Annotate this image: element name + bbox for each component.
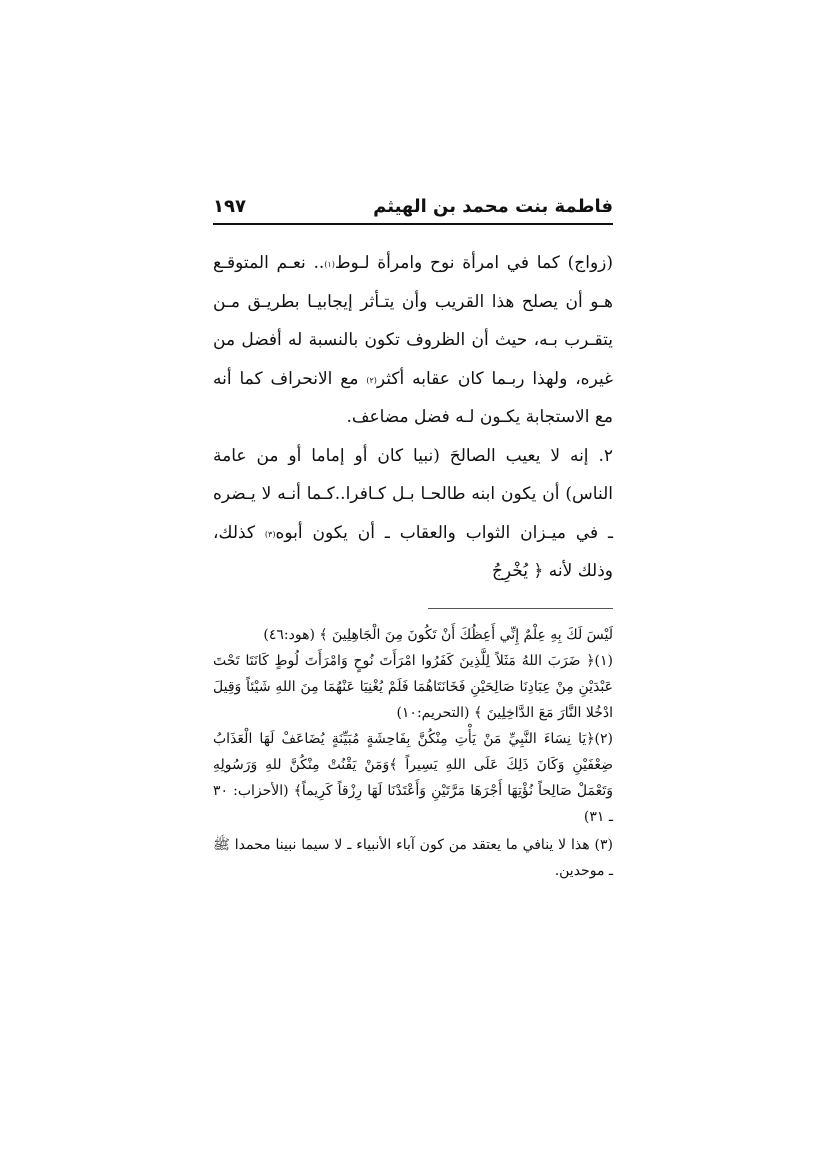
footnotes bbox=[213, 622, 613, 884]
footnote-separator bbox=[428, 608, 613, 609]
text-run: (زواج) كما في امرأة نوح وامرأة لـوط bbox=[334, 253, 613, 273]
paragraph bbox=[213, 244, 613, 437]
footnote-2: (٢)﴿يَا نِسَاءَ النَّبِيِّ مَنْ يَأْتِ مِنْكُنَّ بِفَاحِشَةٍ مُبَيِّنَةٍ يُضَاعَفْ لَهَا الْعَذَابُ ضِعْفَيْنِ وَكَانَ ذَلِكَ عَلَى اللهِ يَسِيراً ﴾وَمَنْ يَقْنُتْ مِنْكُنَّ للهِ وَرَسُولِهِ وَتَعْمَلْ صَالِحاً نُؤْتِهَا أَجْرَهَا مَرَّتَيْنِ وَأَعْتَدْنَا لَهَا رِزْقاً كَرِيماً﴾ (الأحزاب: ٣٠ ـ ٣١) bbox=[213, 731, 613, 825]
footnote-1: (١)﴿ ضَرَبَ اللهُ مَثَلاً لِلَّذِينَ كَفَرُوا امْرَأَتَ نُوحٍ وَامْرَأَتَ لُوطٍ كَانَتَا تَحْتَ عَبْدَيْنِ مِنْ عِبَادِنَا صَالِحَيْنِ فَخَانَتَاهُمَا فَلَمْ يُغْنِيَا عَنْهُمَا مِنَ اللهِ شَيْئاً وَقِيلَ ادْخُلا النَّارَ مَعَ الدَّاخِلِينَ ﴾ (التحريم:١٠) bbox=[213, 653, 613, 721]
page-header bbox=[213, 196, 613, 226]
footnote-continuation: لَيْسَ لَكَ بِهِ عِلْمٌ إِنِّي أَعِظُكَ أَنْ تَكُونَ مِنَ الْجَاهِلِينَ ﴾ (هود:٤٦) bbox=[263, 627, 613, 643]
header-divider bbox=[213, 223, 613, 225]
text-run: كذلك، وذلك لأنه ﴿ يُخْرِجُ bbox=[213, 522, 613, 581]
footnote-ref-3[interactable]: (٣) bbox=[264, 529, 276, 539]
text-run: .. نعـم المتوقـع هـو أن يصلح هذا القريب وأن يتـأثر إيجابيـا بطريـق مـن يتقـرب بـه، حيث أن الظروف تكون بالنسبة له أفضل من غيره، ولهذا ربـما كان عقابه أكثر bbox=[213, 253, 613, 389]
main-text bbox=[213, 244, 613, 591]
footnote-ref-2[interactable]: (٢) bbox=[366, 375, 377, 385]
footnote-3: (٣) هذا لا ينافي ما يعتقد من كون آباء الأنبياء ـ لا سيما نبينا محمدا ﷺ ـ موحدين. bbox=[213, 837, 613, 879]
text-run: مع الانحراف كما أنه مع الاستجابة يكـون لـه فضل مضاعف. bbox=[213, 368, 613, 427]
numbered-item-2 bbox=[213, 437, 613, 591]
footnote-ref-1[interactable]: (١) bbox=[324, 260, 335, 269]
page-number: ١٩٧ bbox=[213, 196, 246, 217]
text-run: ٢. إنه لا يعيب الصالحَ (نبيا كان أو إماما أو من عامة الناس) أن يكون ابنه طالحـا بـل كـافرا..كـما أنـه لا يـضره ـ في ميـزان الثواب والعقاب ـ أن يكون أبوه bbox=[213, 445, 613, 543]
running-title: فاطمة بنت محمد بن الهيثم bbox=[373, 196, 613, 217]
